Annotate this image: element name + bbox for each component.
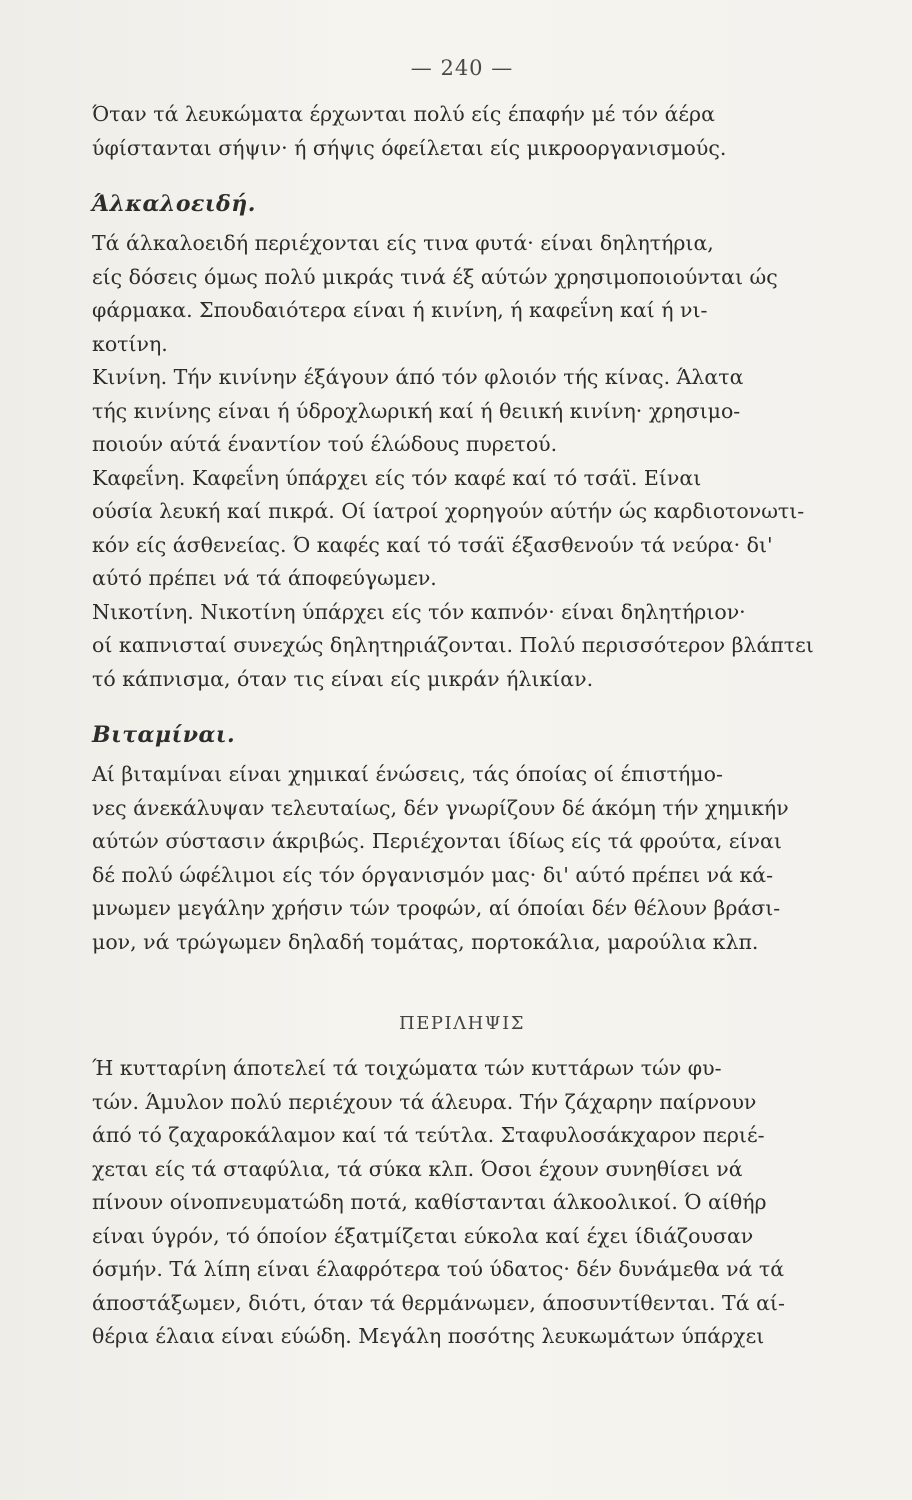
body-line: χεται είς τά σταφύλια, τά σύκα κλπ. Όσοι έχουν συνηθίσει νά <box>92 1156 743 1181</box>
body-line: άποστάξωμεν, διότι, όταν τά θερμάνωμεν, άποσυντίθενται. Τά αί- <box>92 1290 785 1315</box>
summary-heading: ΠΕΡΙΛΗΨΙΣ <box>399 1013 525 1034</box>
body-line: ούσία λευκή καί πικρά. Οί ίατροί χορηγούν αύτήν ώς καρδιοτονωτι- <box>92 499 805 523</box>
body-line: μνωμεν μεγάλην χρήσιν τών τροφών, αί όποίαι δέν θέλουν βράσι- <box>92 896 781 920</box>
body-line: τών. Άμυλον πολύ περιέχουν τά άλευρα. Τήν ζάχαρην παίρνουν <box>92 1089 757 1114</box>
body-line: Τά άλκαλοειδή περιέχονται είς τινα φυτά· είναι δηλητήρια, <box>92 231 714 255</box>
body-line: ύφίστανται σήψιν· ή σήψις όφείλεται είς μικροοργανισμούς. <box>92 135 727 160</box>
body-line: πίνουν οίνοπνευματώδη ποτά, καθίστανται άλκοολικοί. Ό αίθήρ <box>92 1190 767 1214</box>
body-line: τό κάπνισμα, όταν τις είναι είς μικράν ήλικίαν. <box>92 666 594 691</box>
body-line: Καφεΐνη. Καφεΐνη ύπάρχει είς τόν καφέ καί τό τσάϊ. Είναι <box>92 465 702 490</box>
body-line: αύτών σύστασιν άκριβώς. Περιέχονται ίδίως είς τά φρούτα, είναι <box>92 829 782 853</box>
body-line: αύτό πρέπει νά τά άποφεύγωμεν. <box>92 566 437 590</box>
section-heading-alkaloids: Άλκαλοειδή. <box>92 191 256 217</box>
body-line: φάρμακα. Σπουδαιότερα είναι ή κινίνη, ή καφεΐνη καί ή νι- <box>92 298 708 322</box>
body-line: νες άνεκάλυψαν τελευταίως, δέν γνωρίζουν δέ άκόμη τήν χημικήν <box>92 795 789 820</box>
body-line: μον, νά τρώγωμεν δηλαδή τομάτας, πορτοκάλια, μαρούλια κλπ. <box>92 929 759 954</box>
body-line: είς δόσεις όμως πολύ μικράς τινά έξ αύτών χρησιμοποιούνται ώς <box>92 264 778 289</box>
body-line: είναι ύγρόν, τό όποίον έξατμίζεται εύκολα καί έχει ίδιάζουσαν <box>92 1223 754 1248</box>
body-line: όσμήν. Τά λίπη είναι έλαφρότερα τού ύδατος· δέν δυνάμεθα νά τά <box>92 1257 785 1281</box>
body-line: οί καπνισταί συνεχώς δηλητηριάζονται. Πολύ περισσότερον βλάπτει <box>92 633 814 657</box>
body-line: Νικοτίνη. Νικοτίνη ύπάρχει είς τόν καπνόν· είναι δηλητήριον· <box>92 599 746 624</box>
body-line: τής κινίνης είναι ή ύδροχλωρική καί ή θειική κινίνη· χρησιμο- <box>92 398 741 423</box>
body-line: ποιούν αύτά έναντίον τού έλώδους πυρετού. <box>92 432 558 456</box>
body-line: Κινίνη. Τήν κινίνην έξάγουν άπό τόν φλοιόν τής κίνας. Άλατα <box>92 365 744 389</box>
body-line: άπό τό ζαχαροκάλαμον καί τά τεύτλα. Σταφυλοσάκχαρον περιέ- <box>92 1123 765 1147</box>
section-heading-vitamins: Βιταμίναι. <box>92 722 236 748</box>
body-line: Όταν τά λευκώματα έρχωνται πολύ είς έπαφήν μέ τόν άέρα <box>92 102 715 126</box>
body-line: κοτίνη. <box>92 331 168 356</box>
page-number: — 240 — <box>410 56 514 80</box>
body-line: Ή κυτταρίνη άποτελεί τά τοιχώματα τών κυττάρων τών φυ- <box>92 1056 722 1080</box>
body-line: θέρια έλαια είναι εύώδη. Μεγάλη ποσότης λευκωμάτων ύπάρχει <box>92 1324 765 1348</box>
body-line: Αί βιταμίναι είναι χημικαί ένώσεις, τάς όποίας οί έπιστήμο- <box>92 762 723 786</box>
body-line: κόν είς άσθενείας. Ό καφές καί τό τσάϊ έξασθενούν τά νεύρα· δι' <box>92 532 773 557</box>
body-line: δέ πολύ ώφέλιμοι είς τόν όργανισμόν μας· δι' αύτό πρέπει νά κά- <box>92 862 774 887</box>
